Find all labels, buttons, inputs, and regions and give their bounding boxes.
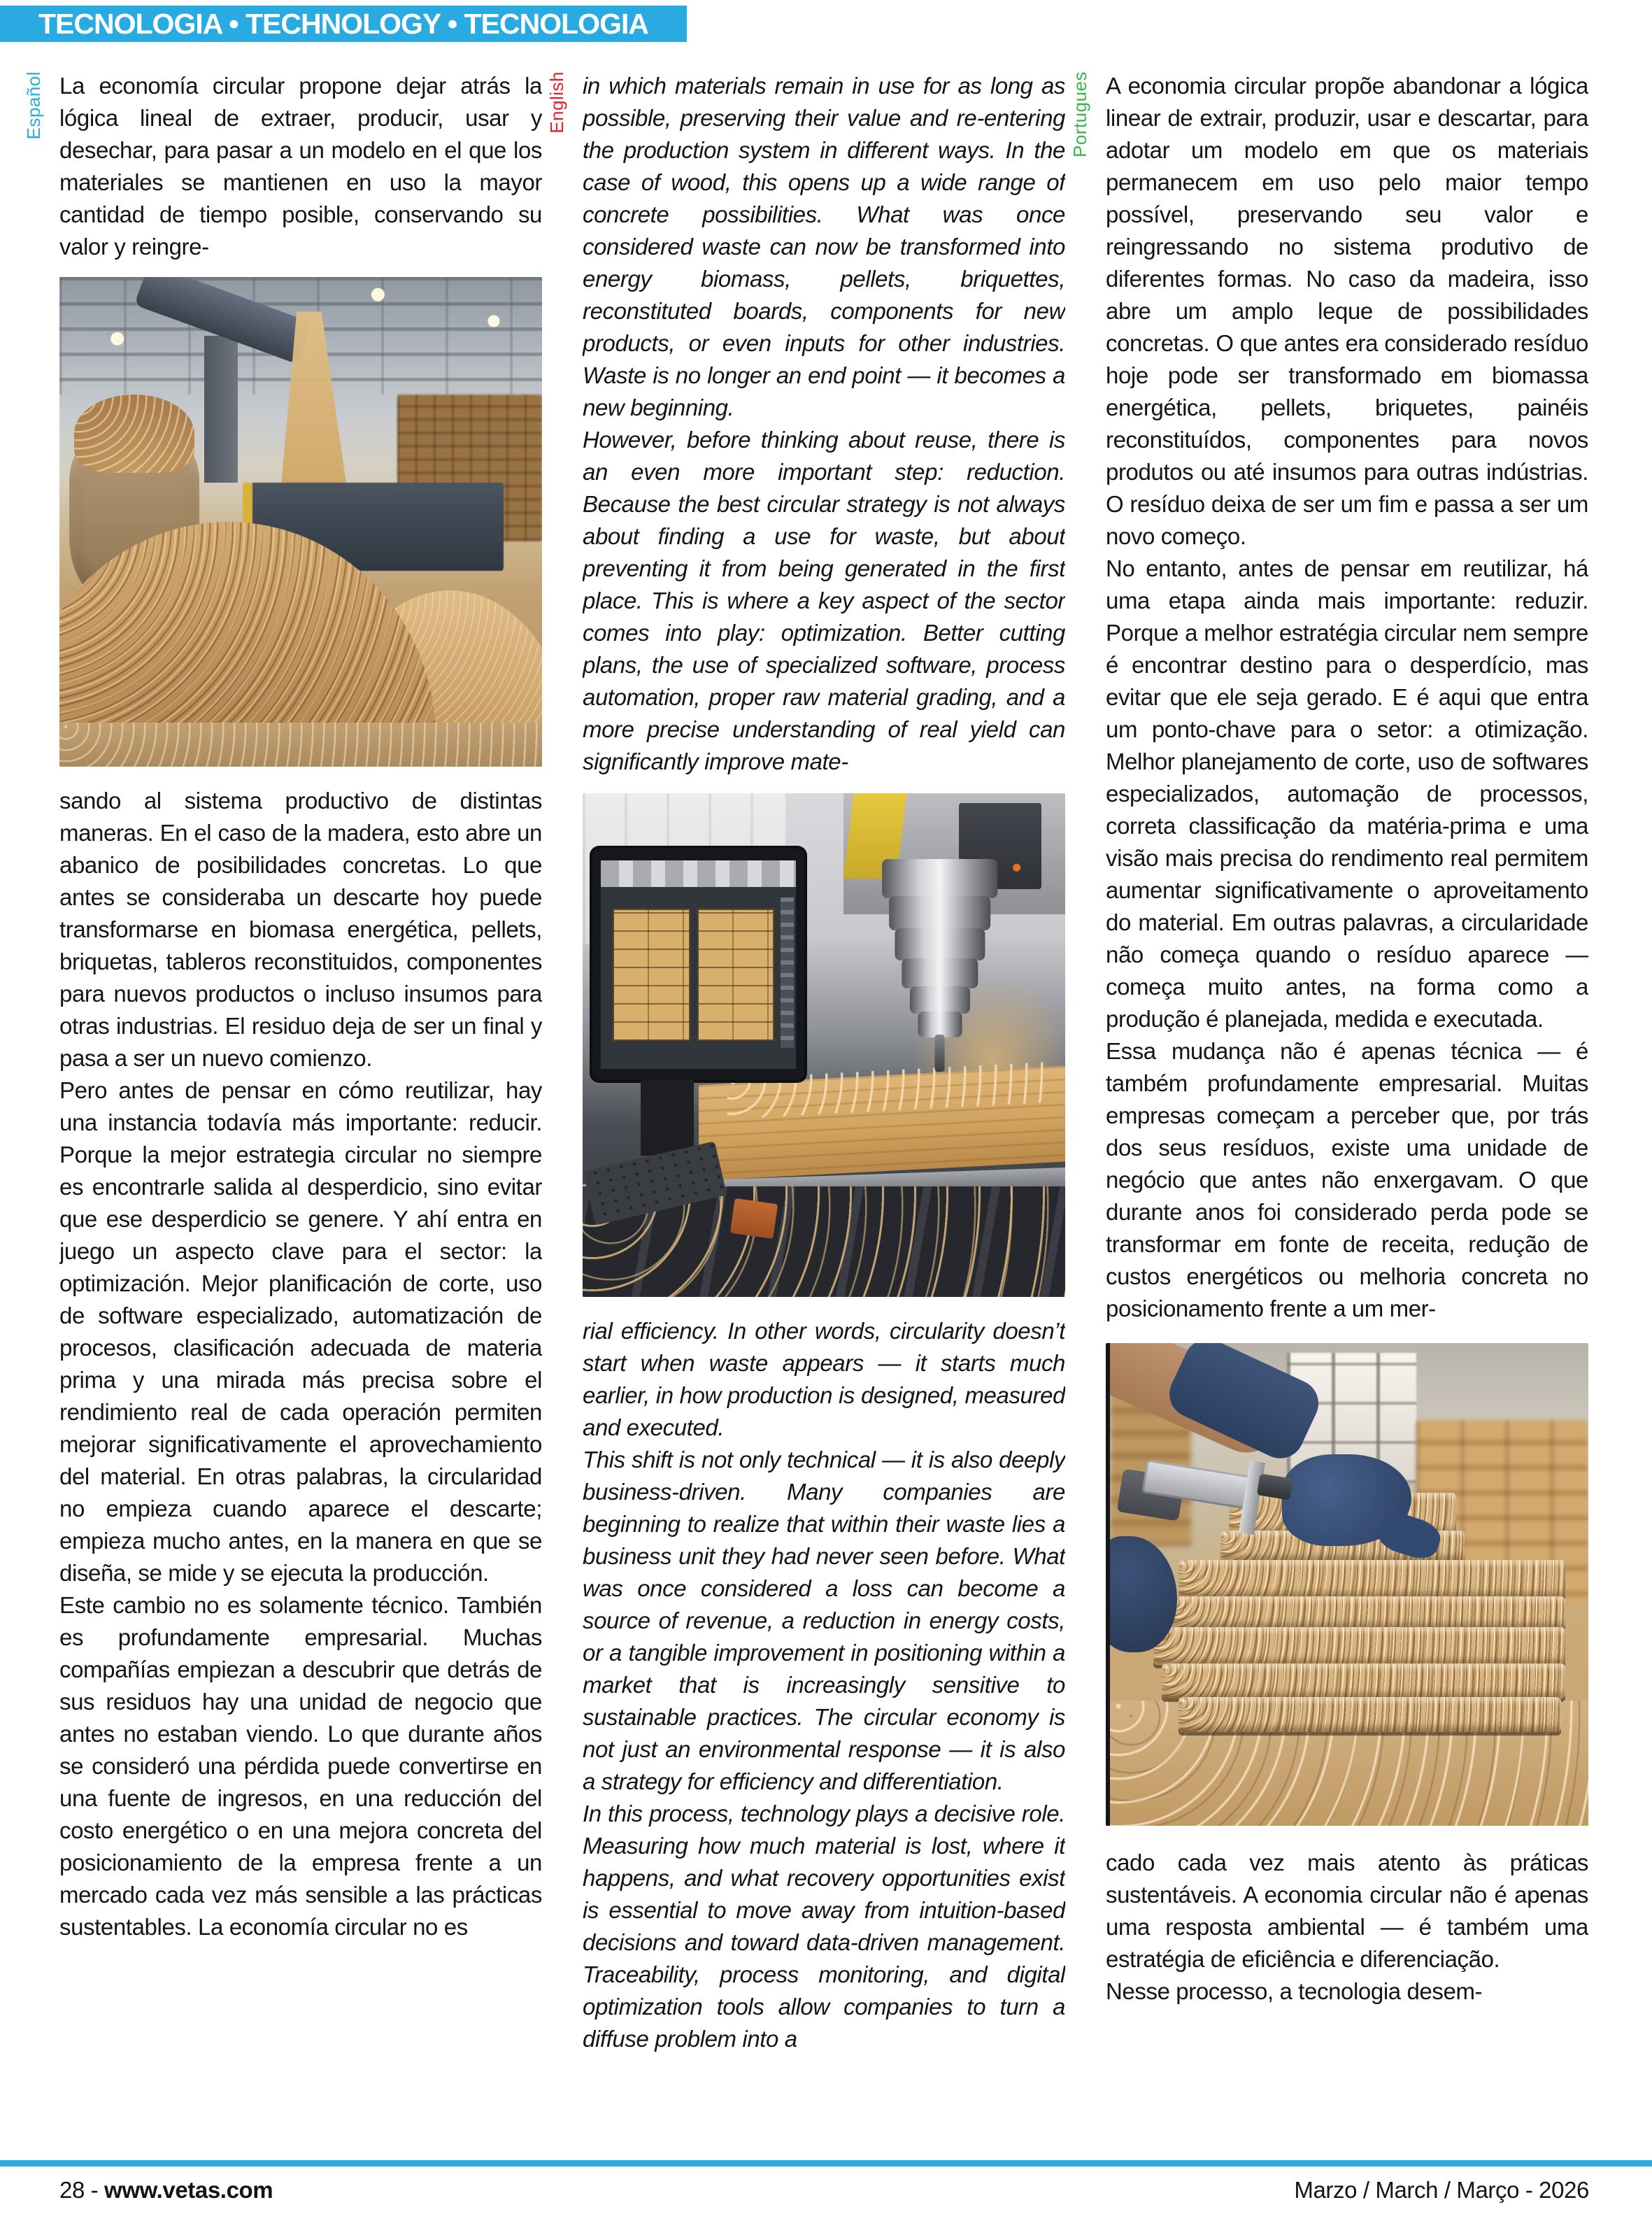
paragraph: rial efficiency. In other words, circularity doesn’t start when waste appears — it starts much earlier, in how production is designed, measured and executed. xyxy=(583,1318,1065,1440)
cnc-machine-photo xyxy=(583,793,1065,1297)
paragraph: In this process, technology plays a decisive role. Measuring how much material is lost, where it happens, and what recovery opportunities exist is essential to move away from intuition-based decisions and toward data-driven management. Traceability, process monitoring, and digital optimization tools allow companies to turn a diffuse problem into a xyxy=(583,1801,1065,2052)
software-screen-shape xyxy=(601,860,796,1069)
spindle-shape xyxy=(882,859,998,1091)
language-label-portuguese: Portugues xyxy=(1069,71,1090,158)
paragraph: Este cambio no es solamente técnico. También es profundamente empresarial. Muchas compañías empiezan a descubrir que detrás de sus residuos hay una unidad de negocio que antes no estaban viendo. Lo que durante años se consideró una pérdida puede convertirse en una fuente de ingresos, en una reducción del costo energético o en una mejora concreta del posicionamiento de la empresa frente a un mercado cada vez más sensible a las prácticas sustentables. La economía circular no es xyxy=(59,1592,542,1940)
english-text-block xyxy=(583,70,1065,2155)
paragraph: Nesse processo, a tecnologia desem- xyxy=(1106,1978,1483,2004)
paragraph: cado cada vez mais atento às práticas sustentáveis. A economia circular não é apenas uma resposta ambiental — é também uma estratégia de eficiência e diferenciação. xyxy=(1106,1850,1588,1972)
caliper-measuring-photo xyxy=(1106,1343,1588,1826)
router-bit-shape xyxy=(934,1035,945,1072)
conveyor-leg-shape xyxy=(204,336,238,483)
language-label-english: English xyxy=(546,71,567,134)
screen-toolbar-shape xyxy=(601,860,796,888)
chip-sack-top-shape xyxy=(74,395,195,473)
section-banner xyxy=(0,6,687,42)
paragraph: No entanto, antes de pensar em reutilizar, há uma etapa ainda mais importante: reduzir. Porque a melhor estratégia circular nem sempre é encontrar destino para o desperdício, mas evitar que ele seja gerado. E é aqui que entra um ponto-chave para o setor: a otimização. Melhor planejamento de corte, uso de softwares especializados, automação de processos, correta classificação da matéria-prima e uma visão mais precisa do rendimento real permitem aumentar significativamente o aproveitamento do material. Em outras palavras, a circularidade não começa quando o resíduo aparece — começa muito antes, na forma como a produção é planejada, medida e executada. xyxy=(1106,555,1588,1032)
paragraph: Essa mudança não é apenas técnica — é também profundamente empresarial. Muitas empresas começam a perceber que, por trás dos seus resíduos, existe uma unidade de negócio que antes não enxergavam. O que durante anos foi considerado perda pode se transformar em fonte de receita, redução de custos energéticos ou melhoria concreta no posicionamento frente a um mer- xyxy=(1106,1038,1588,1321)
site-url: www.vetas.com xyxy=(104,2177,273,2203)
column-english xyxy=(546,70,1065,2155)
paragraph: A economia circular propõe abandonar a lógica linear de extrair, produzir, usar e descartar, para adotar um modelo em que os materiais permanecem em uso pelo maior tempo possível, preservando seu valor e reingressando no sistema produtivo de diferentes formas. No caso da madeira, isso abre um amplo leque de possibilidades concretas. O que antes era considerado resíduo hoje pode ser transformado em biomassa energética, pellets, briquetes, painéis reconstituídos, componentes para novos produtos ou até insumos para outras indústrias. O resíduo deixa de ser um fim e passa a ser um novo começo. xyxy=(1106,73,1588,549)
page-number: 28 - xyxy=(59,2177,105,2203)
paragraph: However, before thinking about reuse, there is an even more important step: reduction. Because the best circular strategy is not always about finding a use for waste, but about preventing it from being generated in the first place. This is where a key aspect of the sector comes into play: optimization. Better cutting plans, the use of specialized software, process automation, proper raw material grading, and a more precise understanding of real yield can significantly improve mate- xyxy=(583,427,1065,774)
wood-chips-photo xyxy=(59,277,542,767)
language-label-spanish: Español xyxy=(23,71,44,140)
spanish-text-block xyxy=(59,70,542,2155)
screen-sidebar-shape xyxy=(781,897,795,1048)
paragraph: La economía circular propone dejar atrás la lógica lineal de extraer, producir, usar y desechar, para pasar a un modelo en el que los materiales se mantienen en uso la mayor cantidad de tiempo posible, conservando su valor y reingre- xyxy=(59,73,542,260)
issue-date: Marzo / March / Março - 2026 xyxy=(1294,2177,1589,2203)
paragraph: This shift is not only technical — it is also deeply business-driven. Many companies are beginning to realize that within their waste lies a business unit they had never seen before. What was once considered a loss can become a source of revenue, a reduction in energy costs, or a tangible improvement in positioning within a market that is increasingly sensitive to sustainable practices. The circular economy is not just an environmental response — it is also a strategy for efficiency and differentiation. xyxy=(583,1447,1065,1794)
page-footer xyxy=(59,2177,1589,2204)
column-spanish xyxy=(23,70,542,2155)
wood-block-shape xyxy=(730,1198,778,1240)
portuguese-text-block xyxy=(1106,70,1588,2155)
section-title: TECNOLOGIA • TECHNOLOGY • TECNOLOGIA xyxy=(38,7,648,40)
footer-rule xyxy=(0,2160,1652,2166)
paragraph: sando al sistema productivo de distintas maneras. En el caso de la madera, esto abre un abanico de posibilidades concretas. Lo que antes se consideraba un descarte hoy puede transformarse en biomasa energética, pellets, briquetas, tableros reconstituidos, componentes para nuevos productos o incluso insumos para otras industrias. El residuo deja de ser un final y pasa a ser un nuevo comienzo. xyxy=(59,788,542,1071)
paragraph: in which materials remain in use for as long as possible, preserving their value and re-entering the production system in different ways. In the case of wood, this opens up a wide range of concrete possibilities. What was once considered waste can now be transformed into energy biomass, pellets, briquettes, reconstituted boards, components for new products, or even inputs for other industries. Waste is no longer an end point — it becomes a new beginning. xyxy=(583,73,1065,420)
column-portuguese xyxy=(1069,70,1588,2155)
monitor-shape xyxy=(592,849,805,1080)
nesting-sheet-shape xyxy=(614,910,688,1039)
paragraph: Pero antes de pensar en cómo reutilizar, hay una instancia todavía más importante: reducir. Porque la mejor estrategia circular no siempre es encontrarle salida al desperdicio, sino evitar que ese desperdicio se genere. Y ahí entra en juego un aspecto clave para el sector: la optimización. Mejor planificación de corte, uso de software especializado, automatización de procesos, clasificación adecuada de materia prima y una mirada más precisa sobre el rendimiento real de cada operación permiten mejorar significativamente el aprovechamiento del material. En otras palabras, la circularidad no empieza cuando aparece el descarte; empieza mucho antes, en la manera en que se diseña, se mide y se ejecuta la producción. xyxy=(59,1077,542,1586)
nesting-sheet-shape xyxy=(699,910,773,1039)
page-number-and-site xyxy=(59,2177,273,2204)
factory-floor-shape xyxy=(59,723,542,767)
monitor-stand-shape xyxy=(641,1080,694,1156)
article-columns xyxy=(23,70,1589,2155)
